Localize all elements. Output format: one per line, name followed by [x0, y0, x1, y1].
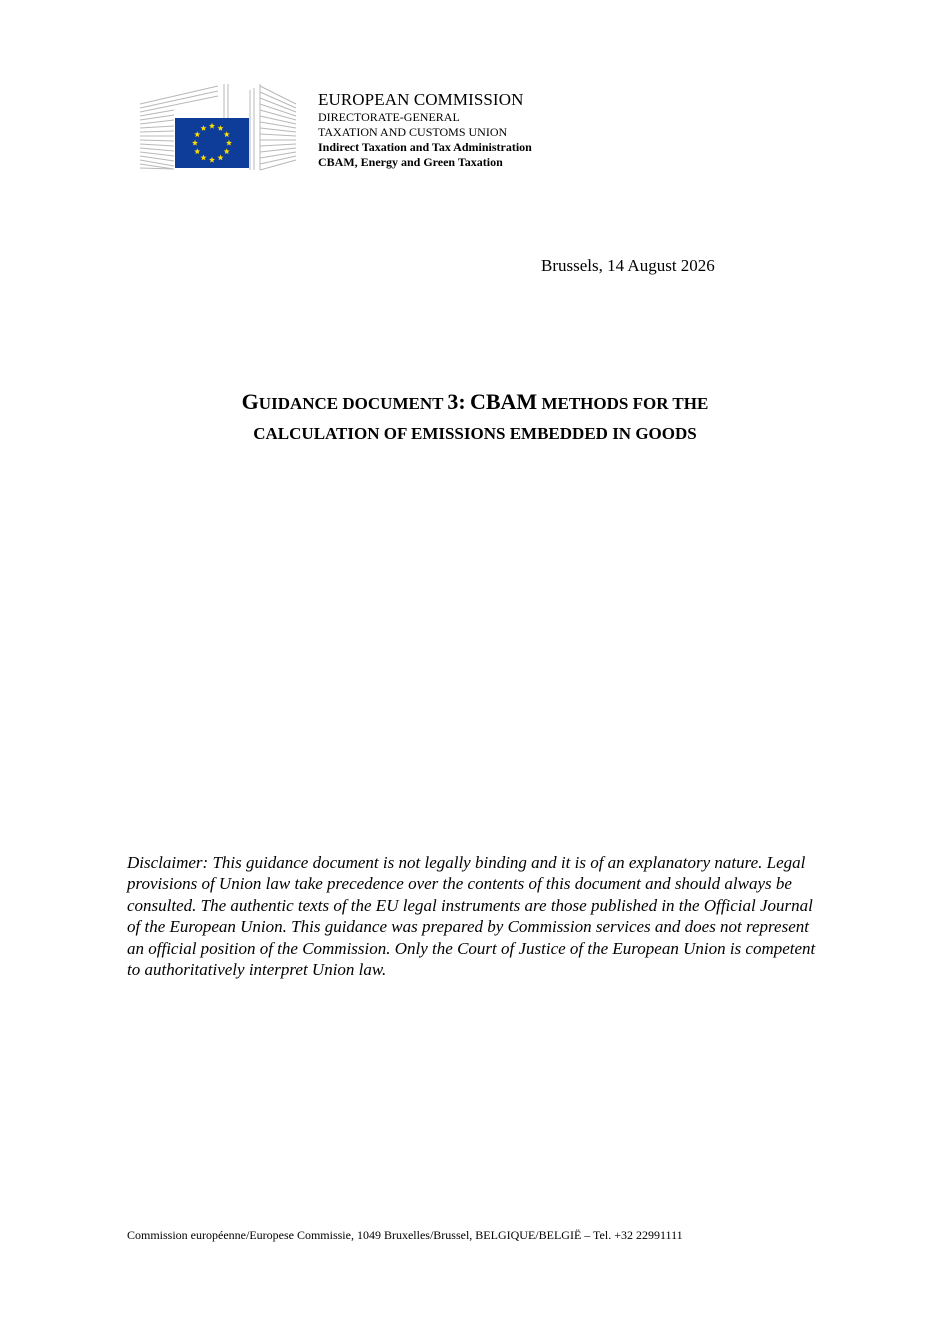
dg-line2: TAXATION AND CUSTOMS UNION	[318, 125, 508, 139]
title-part1: UIDANCE DOCUMENT	[258, 394, 444, 413]
title-line-2: CALCULATION OF EMISSIONS EMBEDDED IN GOODS	[253, 424, 697, 443]
disclaimer: Disclaimer: This guidance document is not legally binding and it is of an explanatory nature. Legal provisions of Union law take precedence over the contents of this document and should always be consulted. The authentic texts of the EU legal instruments are those published in the Official Journal of the European Union. This guidance was prepared by Commission services and does not represent an official position of the Commission. Only the Court of Justice of the European Union is competent to authoritatively interpret Union law.	[127, 853, 816, 980]
title-line-1	[100, 387, 850, 419]
document-title	[100, 387, 850, 449]
org-name: EUROPEAN COMMISSION	[318, 90, 524, 109]
title-number: 3:	[447, 389, 466, 414]
directorate: Indirect Taxation and Tax Administration	[318, 140, 532, 154]
issuing-department	[318, 90, 532, 170]
footer-address: Commission européenne/Europese Commissie, 1049 Bruxelles/Brussel, BELGIQUE/BELGIË – Tel. +32 22991111	[127, 1228, 683, 1242]
title-part2: METHODS FOR THE	[541, 394, 709, 413]
dg-line1: DIRECTORATE-GENERAL	[318, 110, 460, 124]
unit: CBAM, Energy and Green Taxation	[318, 155, 503, 169]
title-initial: G	[241, 389, 259, 414]
title-cbam: CBAM	[469, 389, 538, 414]
date-line: Brussels, 14 August 2026	[541, 256, 715, 275]
european-commission-logo	[138, 82, 298, 172]
